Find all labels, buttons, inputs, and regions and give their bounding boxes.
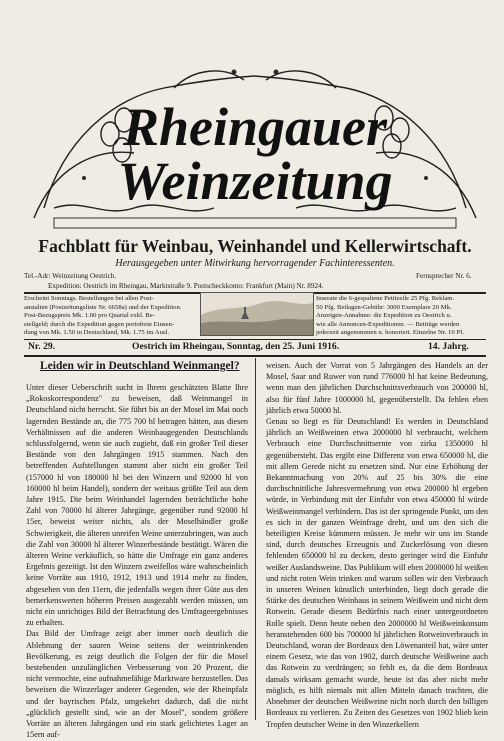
- subscription-line: Post-Bezugspreis Mk. 1.00 pro Quartal exkl. Be-: [24, 312, 155, 320]
- phone-number: Fernsprecher Nr. 6.: [416, 272, 472, 280]
- landscape-engraving: [200, 292, 314, 336]
- issue-number: Nr. 29.: [28, 341, 56, 352]
- advertising-box: [316, 295, 488, 338]
- subtitle: Fachblatt für Weinbau, Weinhandel und Kellerwirtschaft.: [38, 236, 472, 256]
- subscription-line: stellgeld; durch die Expedition gegen portofreie Einsen-: [24, 320, 175, 328]
- subscription-box: [24, 295, 196, 338]
- subscription-line: Erscheint Sonntags. Bestellungen bei allen Post-: [24, 295, 154, 302]
- advertising-line: 50 Pfg. Beilagen-Gebühr: 3000 Exemplare 20 Mk.: [316, 303, 452, 311]
- expedition-address: Expedition: Oestrich im Rheingau, Marktstraße 9. Postscheckkonto: Frankfurt (Main) Nr. 8924.: [48, 282, 324, 290]
- advertising-line: Anzeigen-Annahme: die Expedition zu Oestrich u.: [316, 312, 452, 320]
- advertising-line: jederzeit angenommen u. honoriert. Einzelne Nr. 10 Pf.: [316, 329, 465, 337]
- subscription-line: dung von Mk. 1.50 in Deutschland, Mk. 1.75 im Ausl.: [24, 329, 170, 337]
- column-divider: [255, 358, 256, 720]
- telegraph-address: Tel.-Adr: Weinzeitung Oestrich.: [24, 272, 117, 280]
- article-column-left: Unter dieser Ueberschrift sucht in Ihrem geschätzten Blatte Ihre „Rokoskorrespondenz" zu beweisen, daß Weinmangel in Deutschland nicht herrscht. Sie führt bis an der Mosel im Mai noch lagernden Bestände an, die 775 700 hl betragen hätten, aus diesen Verhältnissen auf die anderen Weinbaugegenden Deutschlands schlussfolgernd, wenn sie auch zugiebt, daß ein großer Teil dieser Bestände von den Jahrgängen 1915 stammen. Nach den betreffenden Aufstellungen stammt aber nicht ein großer Teil (157000 hl von 180000 hl bei den Winzern und 92000 hl von 160000 hl beim Handel), sondern der weitaus größte Teil aus dem Jahre 1915. Die beim Weinhandel lagernden beträchtliche hohe Zahl von 70000 hl älterer Jahrgänge, gegenüber rund 92000 hl 15er, beweist weiter nichts, als der Moselhändler große Schwierigkeit, die älteren unreifen Weine unterzubringen, was auch die Zahl von 30000 hl älterer Winzerbestände bestätigt. Wären die älteren Weine verkäuflich, so hätte die Umfrage ein ganz anderes Ergebnis gezeitigt. Ist den Winzern zweifellos wäre wahrscheinlich keine Vorräte aus 1910, 1912, 1913 und 1914 mehr zu finden, abgesehen von den 11ern, die jedenfalls wegen ihrer Güte aus den bemerkenswerten höheren Preisen ausgezahlt werden müssen, um nicht ein unrichtiges Bild der Betrachtung des Umfrageergebnisses zu erhalten. Das Bild der Umfrage zeigt aber immer noch deutlich die Ablehnung der sauren Weine seitens der weintrinkenden Bevölkerung, es zeigt deutlich die Folgen der für die Mosel bestehenden unzulänglichen Verbesserung von 20 Prozent, die nicht vermochte, eine aufnahmefähige Marktware herzustellen. Das beweisen die Winzerlager anderer Gegenden, wie der Rheinpfalz und der bayrischen Pfalz, umgekehrt dadurch, daß die nicht „glücklich gestellt sind, wie an der Mosel", sondern größere Vorräte an älteren Jahrgängen und ein stark gelichtetes Lager an 15ern auf-: [26, 383, 248, 740]
- subline: Herausgegeben unter Mitwirkung hervorragender Fachinteressenten.: [115, 258, 395, 269]
- article-column-right: weisen. Auch der Vorrat von 5 Jahrgängen des Handels an der Mosel, Saar und Ruwer von rund 776000 hl hat keine Bedeutung, wenn man den jährlichen Durchschnittsverbrauch von 200000 hl, also für fünf Jahre 1000000 hl, gegenüberstellt. Da fehlen eben jährlich etwa 50000 hl. Genau so liegt es für Deutschland! Es werden in Deutschland jährlich an Weißweinen etwa 2000000 hl verbraucht, welchem Verbrauch eine Durchschnittsernte von zirka 1350000 hl gegenübersteht. Das ergibt eine Differenz von etwa 650000 hl, die mit allem Gerede nicht zu ersetzen sind. Nur eine Erhöhung der Bekanntmachung von 20% auf 25 bis 30% die eine durchschnittliche Jahresvermehrung von etwa 200000 hl ergeben würde, in Verbindung mit der Einfuhr von etwa 450000 hl würde Weißweinmangel verhindern. Das ist der springende Punkt, um den es sich in der ganzen Weinfrage dreht, und um den sich die beteiligten Kreise kümmern müssen. Je mehr wir uns im Stande sind, durch deutsches Erzeugnis und Zuckerlösung von diesen fehlenden 650000 hl zu decken, desto geringer wird die Einfuhr weißer Auslandsweine. Das Publikum will eben 2000000 hl weißen und nicht roten Wein trinken und warum sollen wir den Verbrauch in unseren Weinen künstlich unterbinden, liegt doch gerade die Stärke des deutschen Weinbaus in seinem Weißwein und nicht dem Rotwein. Gerade diesem Bedürfnis nach einer untergeordneten Rolle spielt. Denn heute neben den 2000000 hl Weißweinkonsum heranstehenden 600 bis 700000 hl jährlichen Rotweinverbrauch in Deutschland, woran der Bordeaux den Löwenanteil hat, wäre unter einem Gesetz, wie das von 1902, durch deutsche Weißweine auch das Rotwein zu verdrängen; so fehlt es, da die dem Bordeaux damals wirksam gemacht wurde, heute ist das aber nicht mehr möglich, es hilft niemals mit allen Mitteln danach trachten, die Abnehmer der deutschen Weißweine nicht noch durch den billigen Bordeaux zu verlieren. Zu Zeiten des Gesetzes von 1902 blieb kein Tropfen deutscher Weine in den Winzerkellern: [266, 361, 488, 729]
- advertising-line: wie alle Annoncen-Expeditionen. — Beiträge werden: [316, 320, 460, 328]
- landscape-icon: [201, 293, 313, 335]
- subscription-line: anstalten (Postzeitungsliste Nr. 6658a) und der Expedition.: [24, 303, 182, 311]
- article-heading: Leiden wir in Deutschland Weinmangel?: [40, 360, 240, 372]
- rule-issue-top: [24, 339, 486, 340]
- masthead-title: Rheingauer Weinzeitung: [117, 97, 393, 211]
- advertising-line: Inserate die 6-gespaltene Petitzeile 25 Pfg. Reklam.: [316, 295, 455, 302]
- issue-line: [24, 341, 486, 355]
- masthead: [24, 58, 486, 236]
- issue-place-date: Oestrich im Rheingau, Sonntag, den 25. Juni 1916.: [132, 341, 340, 352]
- rule-issue-bottom: [24, 355, 486, 357]
- issue-year: 14. Jahrg.: [428, 341, 469, 352]
